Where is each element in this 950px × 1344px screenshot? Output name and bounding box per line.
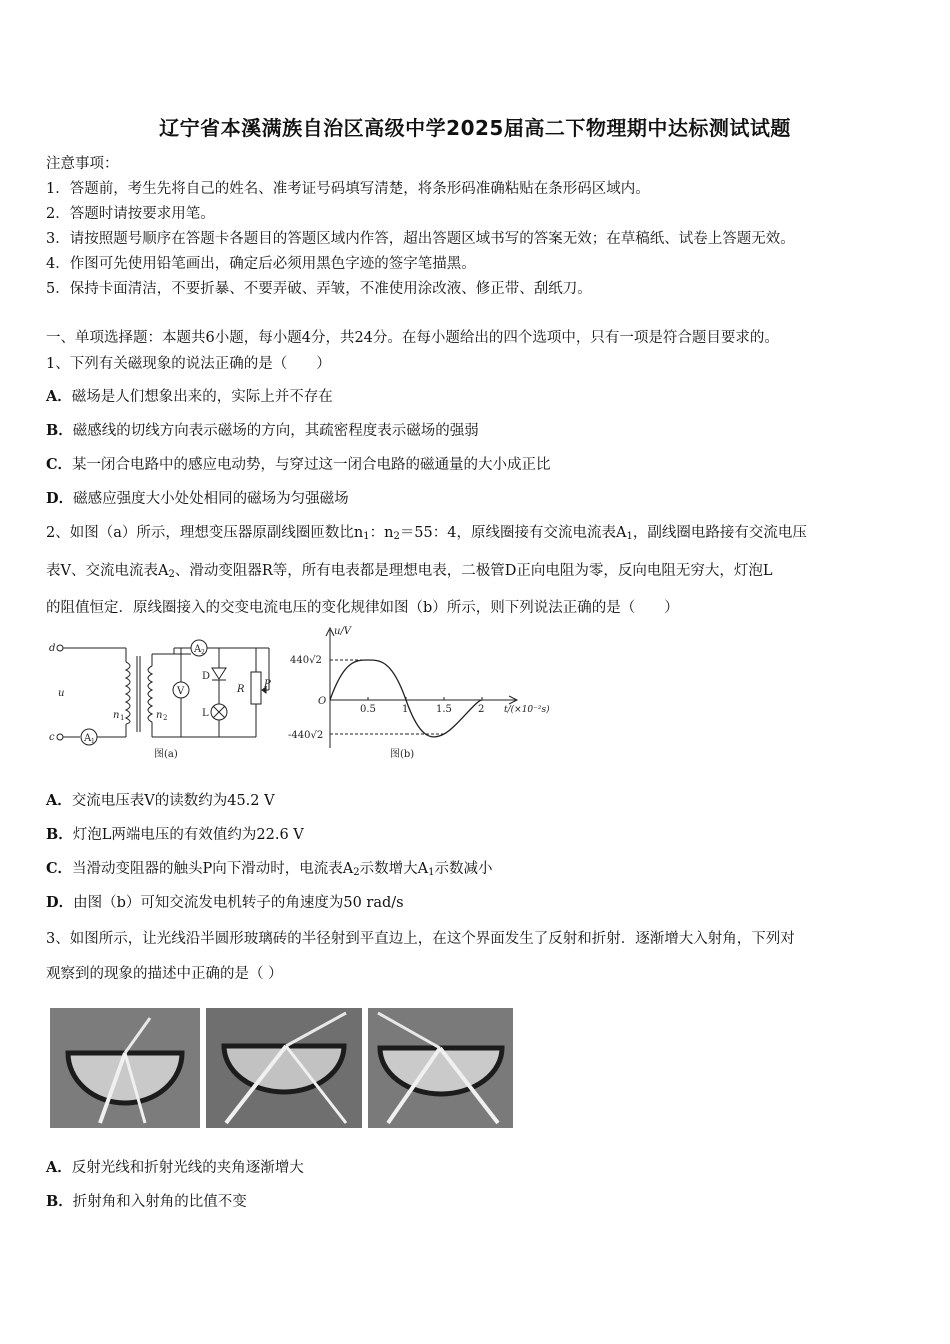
option-key: D． <box>46 490 74 507</box>
subscript: 2 <box>353 867 360 878</box>
label-a2: A <box>194 644 202 655</box>
option-key: C． <box>46 860 73 877</box>
page-title: 辽宁省本溪满族自治区高级中学2025届高二下物理期中达标测试试题 <box>159 116 791 140</box>
q2-stem-part: 表V、交流电流表A <box>46 563 169 579</box>
x-axis-label: t/(×10⁻²s) <box>504 705 550 715</box>
option-text: 某一闭合电路中的感应电动势，与穿过这一闭合电路的磁通量的大小成正比 <box>72 457 551 473</box>
subscript: 1 <box>363 531 370 542</box>
label-v: V <box>177 686 185 697</box>
xtick-label-3: 2 <box>478 704 485 715</box>
option-text: 示数增大A <box>359 861 429 877</box>
option-text: 由图（b）可知交流发电机转子的角速度为50 rad/s <box>73 895 404 911</box>
q2-stem-line3: 的阻值恒定．原线圈接入的交变电流电压的变化规律如图（b）所示，则下列说法正确的是（ ） <box>46 600 679 616</box>
notice-heading: 注意事项： <box>46 156 119 172</box>
label-n1: n <box>113 710 120 721</box>
option-key: B． <box>46 826 73 843</box>
refraction-photo-1-art <box>50 1008 200 1128</box>
q2-option-b <box>46 823 304 844</box>
diode <box>212 668 226 679</box>
label-diode: D <box>202 671 211 682</box>
xtick-label-2: 1.5 <box>436 704 452 715</box>
q1-stem: 1、下列有关磁现象的说法正确的是（ ） <box>46 356 331 372</box>
ymax-label: 440√2 <box>290 655 322 666</box>
subscript: 1 <box>626 531 633 542</box>
voltage-graph <box>286 620 576 762</box>
terminal-c <box>57 734 63 740</box>
q1-option-b <box>46 419 479 440</box>
q2-stem-part: 2、如图（a）所示，理想变压器原副线圈匝数比n <box>46 525 364 541</box>
option-text: 磁场是人们想象出来的，实际上并不存在 <box>71 389 333 405</box>
refraction-photo-3-art <box>368 1008 513 1128</box>
label-n2: n <box>156 710 163 721</box>
subscript: 2 <box>393 531 400 542</box>
y-axis-label: u/V <box>334 626 352 637</box>
option-key: A． <box>46 792 72 809</box>
q2-stem-line1 <box>46 521 807 542</box>
notice-item-3: 3．请按照题号顺序在答题卡各题目的答题区域内作答，超出答题区域书写的答案无效；在草稿纸、试卷上答题无效。 <box>46 231 795 247</box>
q3-option-b <box>46 1190 247 1211</box>
ymin-label: -440√2 <box>288 730 324 741</box>
q2-stem-part: ＝55：4，原线圈接有交流电流表A <box>399 525 627 541</box>
rheostat <box>251 672 261 704</box>
label-r: R <box>237 684 245 695</box>
xtick-label-0: 0.5 <box>360 704 376 715</box>
label-n1-sub: 1 <box>120 714 125 722</box>
refraction-photo-3 <box>368 1008 513 1128</box>
subscript: 1 <box>428 867 435 878</box>
q2-option-c <box>46 857 493 878</box>
option-text: 示数减小 <box>434 861 493 877</box>
refraction-photo-2 <box>206 1008 362 1128</box>
caption-b: 图(b) <box>390 749 415 760</box>
option-key: A． <box>46 1159 72 1176</box>
label-a1: A <box>84 733 92 744</box>
origin-label: O <box>318 696 327 707</box>
option-key: B． <box>46 422 73 439</box>
q3-stem-line1: 3、如图所示，让光线沿半圆形玻璃砖的半径射到平直边上，在这个界面发生了反射和折射．逐渐增大入射角，下列对 <box>46 931 795 947</box>
refraction-photo-2-art <box>206 1008 362 1128</box>
option-text: 折射角和入射角的比值不变 <box>72 1194 247 1210</box>
circuit-diagram <box>44 632 284 762</box>
label-a2-sub: 2 <box>201 649 205 656</box>
option-text: 磁感线的切线方向表示磁场的方向，其疏密程度表示磁场的强弱 <box>72 423 479 439</box>
terminal-d <box>57 645 63 651</box>
label-n2-sub: 2 <box>163 714 168 722</box>
label-lamp: L <box>202 708 209 719</box>
option-text: 磁感应强度大小处处相同的磁场为匀强磁场 <box>73 491 349 507</box>
q2-option-d <box>46 891 404 912</box>
option-text: 当滑动变阻器的触头P向下滑动时，电流表A <box>72 861 354 877</box>
q1-option-c <box>46 453 551 474</box>
q2-stem-part: ，副线圈电路接有交流电压 <box>632 525 807 541</box>
label-c: c <box>49 732 55 743</box>
label-u: u <box>58 688 65 699</box>
xtick-label-1: 1 <box>402 704 409 715</box>
notice-item-5: 5．保持卡面清洁，不要折暴、不要弄破、弄皱，不准使用涂改液、修正带、刮纸刀。 <box>46 281 592 297</box>
q1-option-a <box>46 385 333 406</box>
notice-item-1: 1．答题前，考生先将自己的姓名、准考证号码填写清楚，将条形码准确粘贴在条形码区域内。 <box>46 181 650 197</box>
notice-item-2: 2．答题时请按要求用笔。 <box>46 206 215 222</box>
option-key: B． <box>46 1193 73 1210</box>
option-text: 灯泡L两端电压的有效值约为22.6 V <box>72 827 304 843</box>
caption-a: 图(a) <box>154 749 178 760</box>
q2-option-a <box>46 789 275 810</box>
label-d: d <box>49 643 56 654</box>
label-a1-sub: 1 <box>91 738 95 745</box>
option-key: D． <box>46 894 74 911</box>
q3-option-a <box>46 1156 304 1177</box>
option-key: C． <box>46 456 73 473</box>
q1-option-d <box>46 487 349 508</box>
q2-stem-part: ：n <box>369 525 394 541</box>
refraction-photo-1 <box>50 1008 200 1128</box>
label-p: P <box>264 679 271 690</box>
option-text: 交流电压表V的读数约为45.2 V <box>71 793 275 809</box>
q3-stem-line2: 观察到的现象的描述中正确的是（ ） <box>46 966 283 982</box>
section-heading: 一、单项选择题：本题共6小题，每小题4分，共24分。在每小题给出的四个选项中，只有一项是符合题目要求的。 <box>46 330 779 346</box>
option-text: 反射光线和折射光线的夹角逐渐增大 <box>71 1160 304 1176</box>
option-key: A． <box>46 388 72 405</box>
subscript: 2 <box>168 569 175 580</box>
notice-item-4: 4．作图可先使用铅笔画出，确定后必须用黑色字迹的签字笔描黑。 <box>46 256 476 272</box>
q2-stem-line2 <box>46 559 773 580</box>
q2-stem-part: 、滑动变阻器R等，所有电表都是理想电表，二极管D正向电阻为零，反向电阻无穷大，灯泡L <box>174 563 773 579</box>
